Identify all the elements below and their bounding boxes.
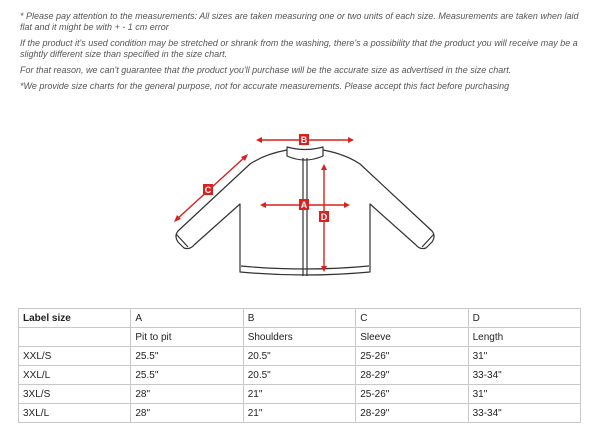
measurement-notes: [20, 11, 586, 97]
table-cell: 28-29": [356, 404, 468, 423]
table-subheader-row: [19, 328, 581, 347]
label-d: D: [320, 212, 328, 222]
table-row: [19, 404, 581, 423]
table-cell: 3XL/L: [19, 404, 131, 423]
header-cell: A: [131, 309, 243, 328]
table-cell: 25.5": [131, 347, 243, 366]
table-row: [19, 347, 581, 366]
subheader-cell: Sleeve: [356, 328, 468, 347]
right-cuff: [422, 234, 434, 247]
table-cell: 33-34": [468, 366, 580, 385]
label-b: B: [300, 135, 308, 145]
label-a: A: [300, 200, 308, 210]
table-cell: XXL/S: [19, 347, 131, 366]
table-cell: 20.5": [243, 347, 356, 366]
table-cell: 20.5": [243, 366, 356, 385]
table-row: [19, 366, 581, 385]
header-cell: B: [243, 309, 356, 328]
table-cell: 25-26": [356, 385, 468, 404]
table-cell: 31": [468, 385, 580, 404]
table-cell: 25-26": [356, 347, 468, 366]
header-cell: Label size: [19, 309, 131, 328]
table-cell: 21": [243, 404, 356, 423]
table-cell: 28": [131, 404, 243, 423]
subheader-cell: Length: [468, 328, 580, 347]
table-cell: 21": [243, 385, 356, 404]
note-2: If the product it's used condition may be stretched or shrank from the washing, there's a possibility that the product you will receive may be a slightly different size than specified in the size chart.: [20, 38, 578, 59]
table-cell: 28-29": [356, 366, 468, 385]
table-header-row: [19, 309, 581, 328]
note-4: *We provide size charts for the general purpose, not for accurate measurements. Please accept this fact before purchasing: [20, 81, 510, 91]
jacket-diagram: [170, 128, 440, 278]
jacket-outline: [176, 150, 434, 275]
header-cell: D: [468, 309, 580, 328]
size-chart-table: [18, 308, 581, 423]
table-cell: XXL/L: [19, 366, 131, 385]
table-cell: 33-34": [468, 404, 580, 423]
header-cell: C: [356, 309, 468, 328]
table-cell: 31": [468, 347, 580, 366]
table-row: [19, 385, 581, 404]
table-cell: 3XL/S: [19, 385, 131, 404]
subheader-cell: Pit to pit: [131, 328, 243, 347]
jacket-hem: [241, 266, 369, 269]
left-cuff: [176, 234, 188, 247]
table-cell: 28": [131, 385, 243, 404]
note-3: For that reason, we can't guarantee that the product you'll purchase will be the accurate size as advertised in the size chart.: [20, 65, 512, 75]
table-cell: 25.5": [131, 366, 243, 385]
jacket-collar: [287, 147, 323, 160]
subheader-cell: [19, 328, 131, 347]
note-1: * Please pay attention to the measurements: All sizes are taken measuring one or two units of each size. Measurements are taken when laid flat and it might be with + - 1 cm error: [20, 11, 579, 32]
label-c: C: [204, 185, 212, 195]
subheader-cell: Shoulders: [243, 328, 356, 347]
